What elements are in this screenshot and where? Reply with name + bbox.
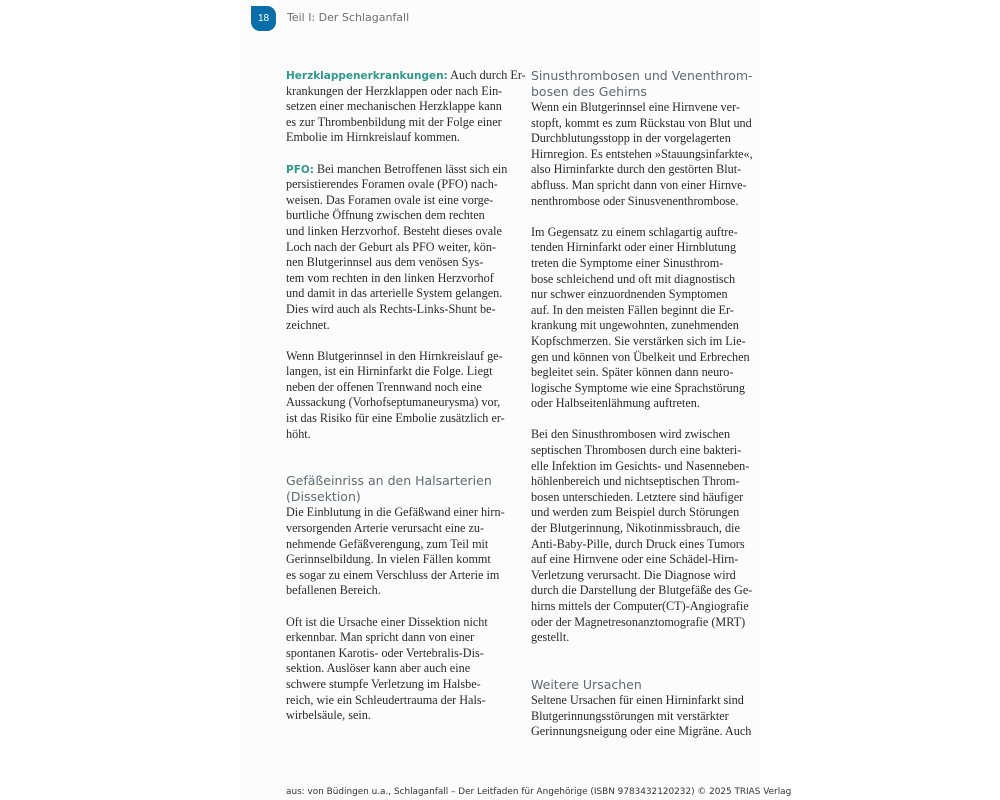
paragraph-line: langen, ist ein Hirninfarkt die Folge. Liegt [286, 364, 493, 379]
heading-sinus-line1: Sinusthrombosen und Venenthrom- [531, 68, 753, 83]
paragraph-line: Wenn ein Blutgerinnsel eine Hirnvene ver- [531, 100, 740, 114]
paragraph-line: hirns mittels der Computer(CT)-Angiografie [531, 599, 749, 613]
paragraph-line: treten die Symptome einer Sinusthrom- [531, 255, 724, 270]
paragraph-line: Blutgerinnungsstörungen mit verstärkter [531, 708, 729, 723]
text-run: Bei manchen Betroffenen lässt sich ein [317, 161, 508, 176]
left-column [286, 68, 526, 724]
paragraph-line: setzen einer mechanischen Herzklappe kann [286, 99, 502, 114]
paragraph-line: gestellt. [531, 630, 570, 645]
paragraph-line: es sogar zu einem Verschluss der Arterie im [286, 567, 500, 582]
paragraph-line: persistierendes Foramen ovale (PFO) nach- [286, 177, 498, 192]
paragraph-line: erkennbar. Man spricht dann von einer [286, 630, 475, 645]
paragraph-line: Loch nach der Geburt als PFO weiter, kön- [286, 239, 497, 254]
paragraph-line: und damit in das arterielle System gelangen. [286, 286, 503, 301]
paragraph-line: Die Einblutung in die Gefäßwand einer hirn- [286, 505, 505, 520]
right-column [531, 68, 757, 740]
page-number-badge: 18 [251, 6, 276, 31]
paragraph-line: Embolie im Hirnkreislauf kommen. [286, 130, 460, 145]
paragraph-line: weisen. Das Foramen ovale ist eine vorge- [286, 192, 494, 207]
heading-weitere-ursachen: Weitere Ursachen [531, 676, 642, 692]
paragraph-line: Gerinnselbildung. In vielen Fällen kommt [286, 552, 491, 567]
keyword-herzklappen: Herzklappenerkrankungen: [286, 70, 448, 82]
paragraph-line: nenthrombose oder Sinusvenenthrombose. [531, 193, 739, 208]
paragraph-line: höht. [286, 426, 311, 441]
paragraph-line: Oft ist die Ursache einer Dissektion nicht [286, 614, 488, 629]
paragraph-line: schwere stumpfe Verletzung im Halsbe- [286, 676, 481, 691]
paragraph-line: krankung mit ungewohnten, zunehmenden [531, 318, 739, 333]
paragraph-line: Im Gegensatz zu einem schlagartig auftre- [531, 224, 738, 239]
paragraph-line: sektion. Auslöser kann aber auch eine [286, 661, 471, 676]
paragraph-line: auf eine Hirnvene oder eine Schädel-Hirn- [531, 552, 739, 567]
paragraph-line: nehmende Gefäßverengung, zum Teil mit [286, 536, 489, 551]
paragraph-line: bose schleichend und oft mit diagnostisch [531, 271, 736, 286]
paragraph-line: ist das Risiko für eine Embolie zusätzlich er- [286, 411, 505, 426]
paragraph-line: nur schwer einzuordnenden Symptomen [531, 287, 728, 302]
heading-dissektion-line2: (Dissektion) [286, 489, 361, 505]
paragraph-line: burtliche Öffnung zwischen dem rechten [286, 208, 485, 223]
paragraph-line: also Hirninfarkte durch den gestörten Blut- [531, 162, 742, 177]
paragraph-line: logische Symptome wie eine Sprachstörung [531, 380, 745, 395]
paragraph-line: befallenen Bereich. [286, 583, 381, 598]
paragraph-line: es zur Thrombenbildung mit der Folge einer [286, 114, 502, 129]
paragraph-line: oder der Magnetresonanztomografie (MRT) [531, 614, 746, 629]
paragraph-line: krankungen der Herzklappen oder nach Ein- [286, 83, 503, 98]
paragraph-line: Durchblutungsstopp in der vorgelagerten [531, 131, 731, 146]
heading-sinus-line2: bosen des Gehirns [531, 84, 647, 99]
paragraph-line: versorgenden Arterie verursacht eine zu- [286, 521, 485, 536]
paragraph-line [286, 162, 512, 178]
paragraph-line: Seltene Ursachen für einen Hirninfarkt sind [531, 692, 744, 707]
paragraph-line: Gerinnungsneigung oder eine Migräne. Auch [531, 724, 752, 739]
paragraph-line: und linken Herzvorhof. Besteht dieses ovale [286, 223, 502, 238]
paragraph-line: elle Infektion im Gesichts- und Nasenneben- [531, 458, 750, 473]
paragraph-line: begleitet sein. Später können dann neuro- [531, 365, 734, 380]
paragraph-line: nen Blutgerinnsel aus dem venösen Sys- [286, 255, 484, 270]
paragraph-line: Bei den Sinusthrombosen wird zwischen [531, 427, 731, 442]
paragraph-line: Aussackung (Vorhofseptumaneurysma) vor, [286, 395, 501, 410]
text-run: Auch durch Er- [450, 68, 526, 82]
paragraph-line: Anti-Baby-Pille, durch Druck eines Tumors [531, 536, 745, 551]
paragraph-line: abfluss. Man spricht dann von einer Hirnve- [531, 177, 747, 192]
paragraph-line: septischen Thrombosen durch eine bakteri- [531, 443, 742, 458]
paragraph-line [286, 68, 526, 84]
paragraph-line: auf. In den meisten Fällen beginnt die Er- [531, 302, 734, 317]
paragraph-line: durch die Darstellung der Blutgefäße des Ge- [531, 583, 753, 598]
section-title: Teil I: Der Schlaganfall [287, 11, 410, 24]
heading-dissektion-line1: Gefäßeinriss an den Halsarterien [286, 473, 492, 489]
paragraph-line: höhlenbereich und nichtseptischen Throm- [531, 474, 740, 489]
keyword-pfo: PFO: [286, 163, 314, 176]
footer-citation: aus: von Büdingen u.a., Schlaganfall – Der Leitfaden für Angehörige (ISBN 9783432120232) © 2025 TRIAS Verlag [286, 787, 792, 797]
paragraph-line: der Blutgerinnung, Nikotinmissbrauch, die [531, 521, 740, 536]
paragraph-line: Wenn Blutgerinnsel in den Hirnkreislauf ge- [286, 348, 503, 363]
paragraph-line: und werden zum Beispiel durch Störungen [531, 505, 740, 520]
paragraph-line: spontanen Karotis- oder Vertebralis-Dis- [286, 645, 484, 660]
paragraph-line: gen und können von Übelkeit und Erbrechen [531, 349, 750, 364]
paragraph-line: neben der offenen Trennwand noch eine [286, 379, 482, 394]
paragraph-line: wirbelsäule, sein. [286, 708, 371, 723]
paragraph-line: bosen unterschieden. Letztere sind häufiger [531, 489, 744, 504]
paragraph-line: tem vom rechten in den linken Herzvorhof [286, 270, 494, 285]
paragraph-line: oder Halbseitenlähmung auftreten. [531, 396, 700, 411]
paragraph-line: reich, wie ein Schleudertrauma der Hals- [286, 692, 486, 707]
paragraph-line: stopft, kommt es zum Rückstau von Blut und [531, 115, 752, 130]
paragraph-line: tenden Hirninfarkt oder einer Hirnblutung [531, 240, 737, 255]
paragraph-line: Kopfschmerzen. Sie verstärken sich im Lie- [531, 333, 746, 348]
paragraph-line: Verletzung verursacht. Die Diagnose wird [531, 567, 736, 582]
paragraph-line: Hirnregion. Es entstehen »Stauungsinfarkte«, [531, 146, 753, 161]
paragraph-line: zeichnet. [286, 317, 330, 332]
paragraph-line: Dies wird auch als Rechts-Links-Shunt be- [286, 301, 496, 316]
